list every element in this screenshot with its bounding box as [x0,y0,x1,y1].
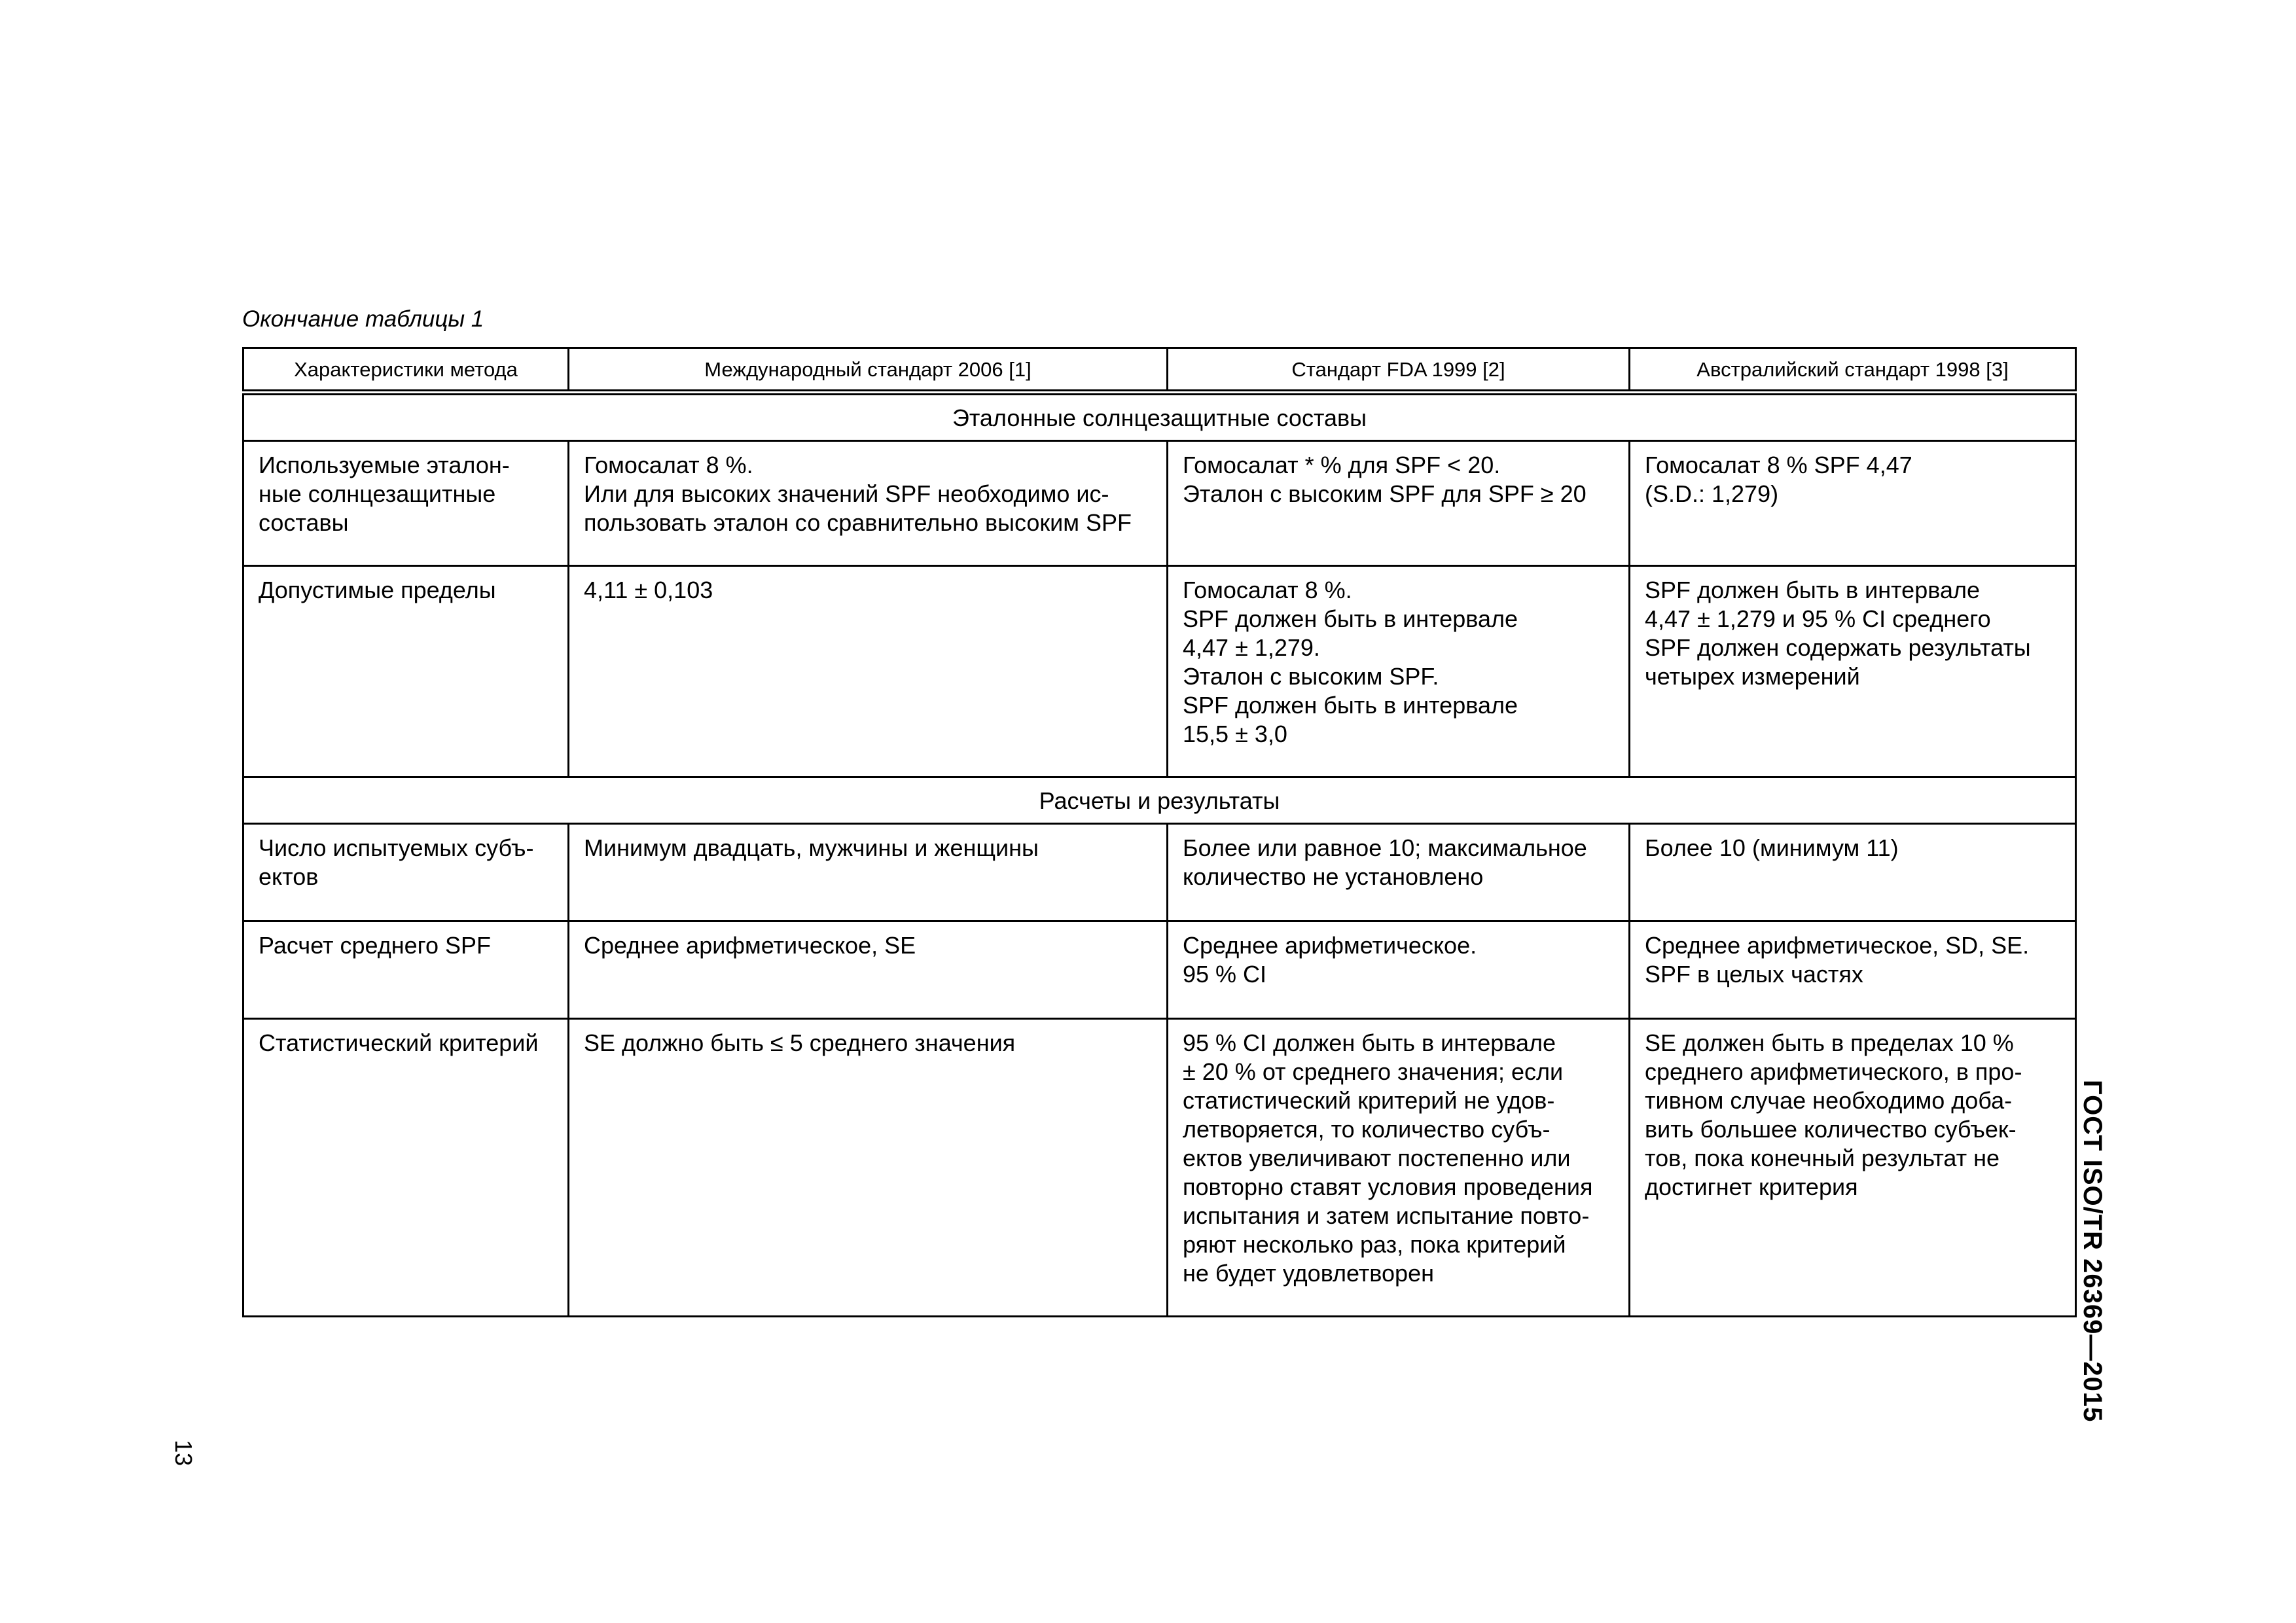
table-cell [243,1019,569,1317]
table-cell [569,824,1168,921]
cell-text-line: тивном случае необходимо доба- [1645,1087,2013,1114]
table-cell [569,441,1168,566]
cell-text-line: вить большее количество субъек- [1645,1116,2017,1143]
cell-text-line: (S.D.: 1,279) [1645,480,1779,507]
header-international-standard: Международный стандарт 2006 [1] [569,348,1168,393]
header-fda-standard: Стандарт FDA 1999 [2] [1168,348,1630,393]
cell-text-line: Эталон с высоким SPF для SPF ≥ 20 [1183,480,1587,507]
table-body [243,393,2076,1317]
cell-text-line: Допустимые пределы [259,577,496,603]
cell-text-line: не будет удовлетворен [1183,1260,1434,1287]
cell-text-line: Гомосалат * % для SPF < 20. [1183,452,1501,478]
comparison-table [242,347,2077,1317]
cell-text-line: Гомосалат 8 %. [584,452,753,478]
section-title: Эталонные солнцезащитные составы [243,393,2076,441]
cell-text-line: Среднее арифметическое, SD, SE. [1645,932,2030,959]
cell-text-line: ектов увеличивают постепенно или [1183,1145,1571,1171]
page-number: 13 [170,1440,197,1467]
table-row [243,1019,2076,1317]
cell-text-line: количество не установлено [1183,863,1484,890]
cell-text-line: Более 10 (минимум 11) [1645,834,1899,861]
table-cell [1168,921,1630,1019]
table-cell [1630,1019,2076,1317]
table-cell [243,566,569,777]
cell-text-line: Гомосалат 8 %. [1183,577,1352,603]
section-row [243,393,2076,441]
table-cell [1168,566,1630,777]
cell-text-line: пользовать эталон со сравнительно высоким SPF [584,509,1132,536]
cell-text-line: ряют несколько раз, пока критерий [1183,1231,1566,1258]
cell-text-line: Более или равное 10; максимальное [1183,834,1587,861]
cell-text-line: тов, пока конечный результат не [1645,1145,2000,1171]
cell-text-line: SPF должен содержать результаты [1645,634,2031,661]
cell-text-line: SPF должен быть в интервале [1645,577,1980,603]
cell-text-line: 4,47 ± 1,279 и 95 % CI среднего [1645,605,1991,632]
cell-text-line: SPF должен быть в интервале [1183,605,1518,632]
cell-text-line: SE должно быть ≤ 5 среднего значения [584,1029,1016,1056]
cell-text-line: составы [259,509,349,536]
header-australian-standard: Австралийский стандарт 1998 [3] [1630,348,2076,393]
cell-text-line: ные солнцезащитные [259,480,496,507]
table-row [243,921,2076,1019]
section-row [243,777,2076,824]
cell-text-line: четырех измерений [1645,663,1860,690]
table-cell [243,824,569,921]
cell-text-line: 4,11 ± 0,103 [584,577,713,603]
cell-text-line: Статистический критерий [259,1029,539,1056]
cell-text-line: Гомосалат 8 % SPF 4,47 [1645,452,1912,478]
cell-text-line: статистический критерий не удов- [1183,1087,1555,1114]
table-cell [243,921,569,1019]
cell-text-line: летворяется, то количество субъ- [1183,1116,1551,1143]
cell-text-line: Эталон с высоким SPF. [1183,663,1439,690]
cell-text-line: 95 % CI должен быть в интервале [1183,1029,1556,1056]
cell-text-line: испытания и затем испытание повто- [1183,1202,1590,1229]
table-cell [1630,921,2076,1019]
table-row [243,824,2076,921]
header-method-characteristics: Характеристики метода [243,348,569,393]
cell-text-line: ± 20 % от среднего значения; если [1183,1058,1564,1085]
table-cell [569,566,1168,777]
document-code: ГОСТ ISO/TR 26369—2015 [2078,1080,2107,1423]
cell-text-line: Используемые эталон- [259,452,510,478]
table-cell [1168,441,1630,566]
cell-text-line: Среднее арифметическое, SE [584,932,916,959]
table-cell [1168,824,1630,921]
section-title: Расчеты и результаты [243,777,2076,824]
cell-text-line: Число испытуемых субъ- [259,834,534,861]
cell-text-line: ектов [259,863,319,890]
table-cell [1630,566,2076,777]
table-cell [569,921,1168,1019]
cell-text-line: Расчет среднего SPF [259,932,492,959]
cell-text-line: SE должен быть в пределах 10 % [1645,1029,2014,1056]
table-header-row [243,348,2076,393]
cell-text-line: Или для высоких значений SPF необходимо ис- [584,480,1109,507]
cell-text-line: Минимум двадцать, мужчины и женщины [584,834,1039,861]
table-cell [1630,824,2076,921]
table-caption: Окончание таблицы 1 [242,306,484,332]
cell-text-line: 4,47 ± 1,279. [1183,634,1320,661]
cell-text-line: среднего арифметического, в про- [1645,1058,2022,1085]
cell-text-line: повторно ставят условия проведения [1183,1173,1593,1200]
table-cell [243,441,569,566]
table-cell [569,1019,1168,1317]
cell-text-line: достигнет критерия [1645,1173,1858,1200]
cell-text-line: Среднее арифметическое. [1183,932,1477,959]
table-cell [1630,441,2076,566]
cell-text-line: SPF должен быть в интервале [1183,692,1518,719]
table-cell [1168,1019,1630,1317]
table-row [243,441,2076,566]
cell-text-line: 95 % CI [1183,961,1267,988]
table-row [243,566,2076,777]
cell-text-line: 15,5 ± 3,0 [1183,721,1287,747]
cell-text-line: SPF в целых частях [1645,961,1863,988]
